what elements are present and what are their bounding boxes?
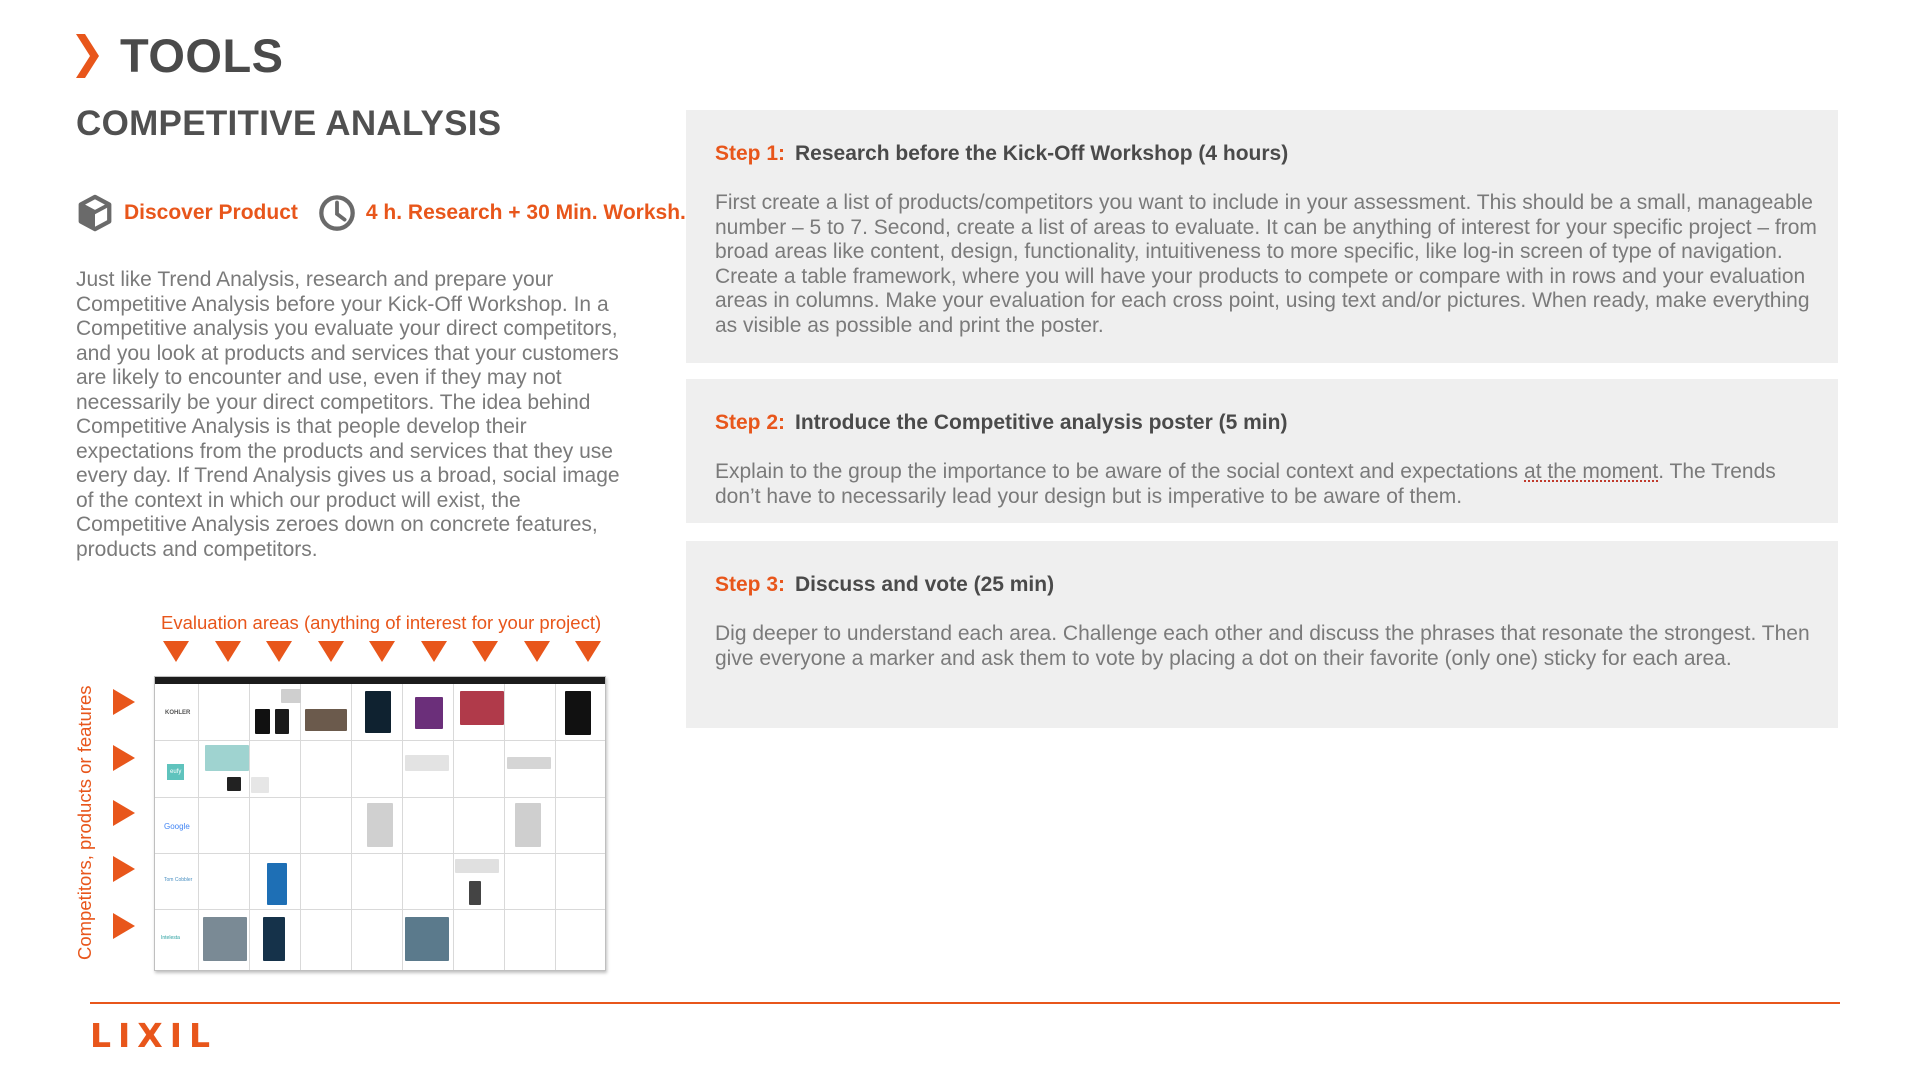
cube-icon — [76, 194, 114, 232]
step-body: Explain to the group the importance to be aware of the social context and expectations at the moment. The Trends don’t have to necessarily lead your design but is imperative to be aware of them. — [715, 460, 1776, 508]
column-arrow — [524, 641, 550, 662]
footer-divider — [90, 1002, 1840, 1004]
step-title: Discuss and vote (25 min) — [795, 573, 1055, 596]
column-arrow — [266, 641, 292, 662]
row-logo: Tom Cobbler — [164, 877, 193, 883]
clock-icon — [318, 194, 356, 232]
row-logo: Google — [164, 822, 190, 831]
column-arrow — [472, 641, 498, 662]
row-arrow — [113, 689, 135, 715]
step-number: Step 1: — [715, 142, 786, 165]
matrix-header-bar — [155, 677, 605, 684]
column-arrow — [318, 641, 344, 662]
row-arrow — [113, 800, 135, 826]
step-1-panel — [686, 110, 1838, 363]
step-number: Step 2: — [715, 411, 786, 434]
step-title: Introduce the Competitive analysis poster (5 min) — [795, 411, 1288, 434]
step-body: Dig deeper to understand each area. Challenge each other and discuss the phrases that resonate the strongest. Then give everyone a marker and ask them to vote by placing a dot on their favorite (only one) sticky for each area. — [715, 622, 1810, 670]
step-number: Step 3: — [715, 573, 786, 596]
step-body: First create a list of products/competitors you want to include in your assessment. This should be a small, manageable number – 5 to 7. Second, create a list of areas to evaluate. It can be anything of interest for your specific project – from broad areas like content, design, functionality, intuitiveness to more specific, like log-in screen of type of navigation. Create a table framework, where you will have your products to compete or compare with in rows and your evaluation areas in columns. Make your evaluation for each cross point, using text and/or pictures. When ready, make everything as visible as possible and print the poster. — [715, 191, 1817, 337]
step-2-panel — [686, 379, 1838, 523]
evaluation-areas-label: Evaluation areas (anything of interest for your project) — [161, 612, 602, 633]
section-title: TOOLS — [120, 29, 284, 82]
row-logo: eufy — [167, 764, 184, 780]
column-arrow — [369, 641, 395, 662]
duration-label: 4 h. Research + 30 Min. Worksh. — [365, 201, 686, 224]
step-3-panel — [686, 541, 1838, 728]
row-logo: KOHLER — [165, 710, 191, 716]
competitors-label: Competitors, products or features — [74, 685, 95, 960]
phase-label: Discover Product — [124, 201, 298, 224]
row-logo: Intelesta — [161, 935, 180, 941]
lixil-logo: LIXIL — [90, 1016, 218, 1055]
column-arrow — [421, 641, 447, 662]
competitive-matrix-image — [154, 676, 606, 971]
row-arrow — [113, 913, 135, 939]
column-arrow — [215, 641, 241, 662]
column-arrow — [575, 641, 601, 662]
meta-row — [76, 194, 686, 232]
page-title: COMPETITIVE ANALYSIS — [76, 104, 502, 143]
row-arrow — [113, 745, 135, 771]
row-arrow — [113, 856, 135, 882]
intro-paragraph: Just like Trend Analysis, research and prepare your Competitive Analysis before your Kick-Off Workshop. In a Competitive analysis you evaluate your direct competitors, and you look at products and services that your customers are likely to encounter and use, even if they may not necessarily be your direct competitors. The idea behind Competitive Analysis is that people develop their expectations from the products and services that they use every day. If Trend Analysis gives us a broad, social image of the context in which our product will exist, the Competitive Analysis zeroes down on concrete features, products and competitors. — [76, 268, 620, 561]
column-arrow — [163, 641, 189, 662]
step-title: Research before the Kick-Off Workshop (4 hours) — [795, 142, 1289, 165]
chevron-right-icon — [74, 34, 100, 78]
